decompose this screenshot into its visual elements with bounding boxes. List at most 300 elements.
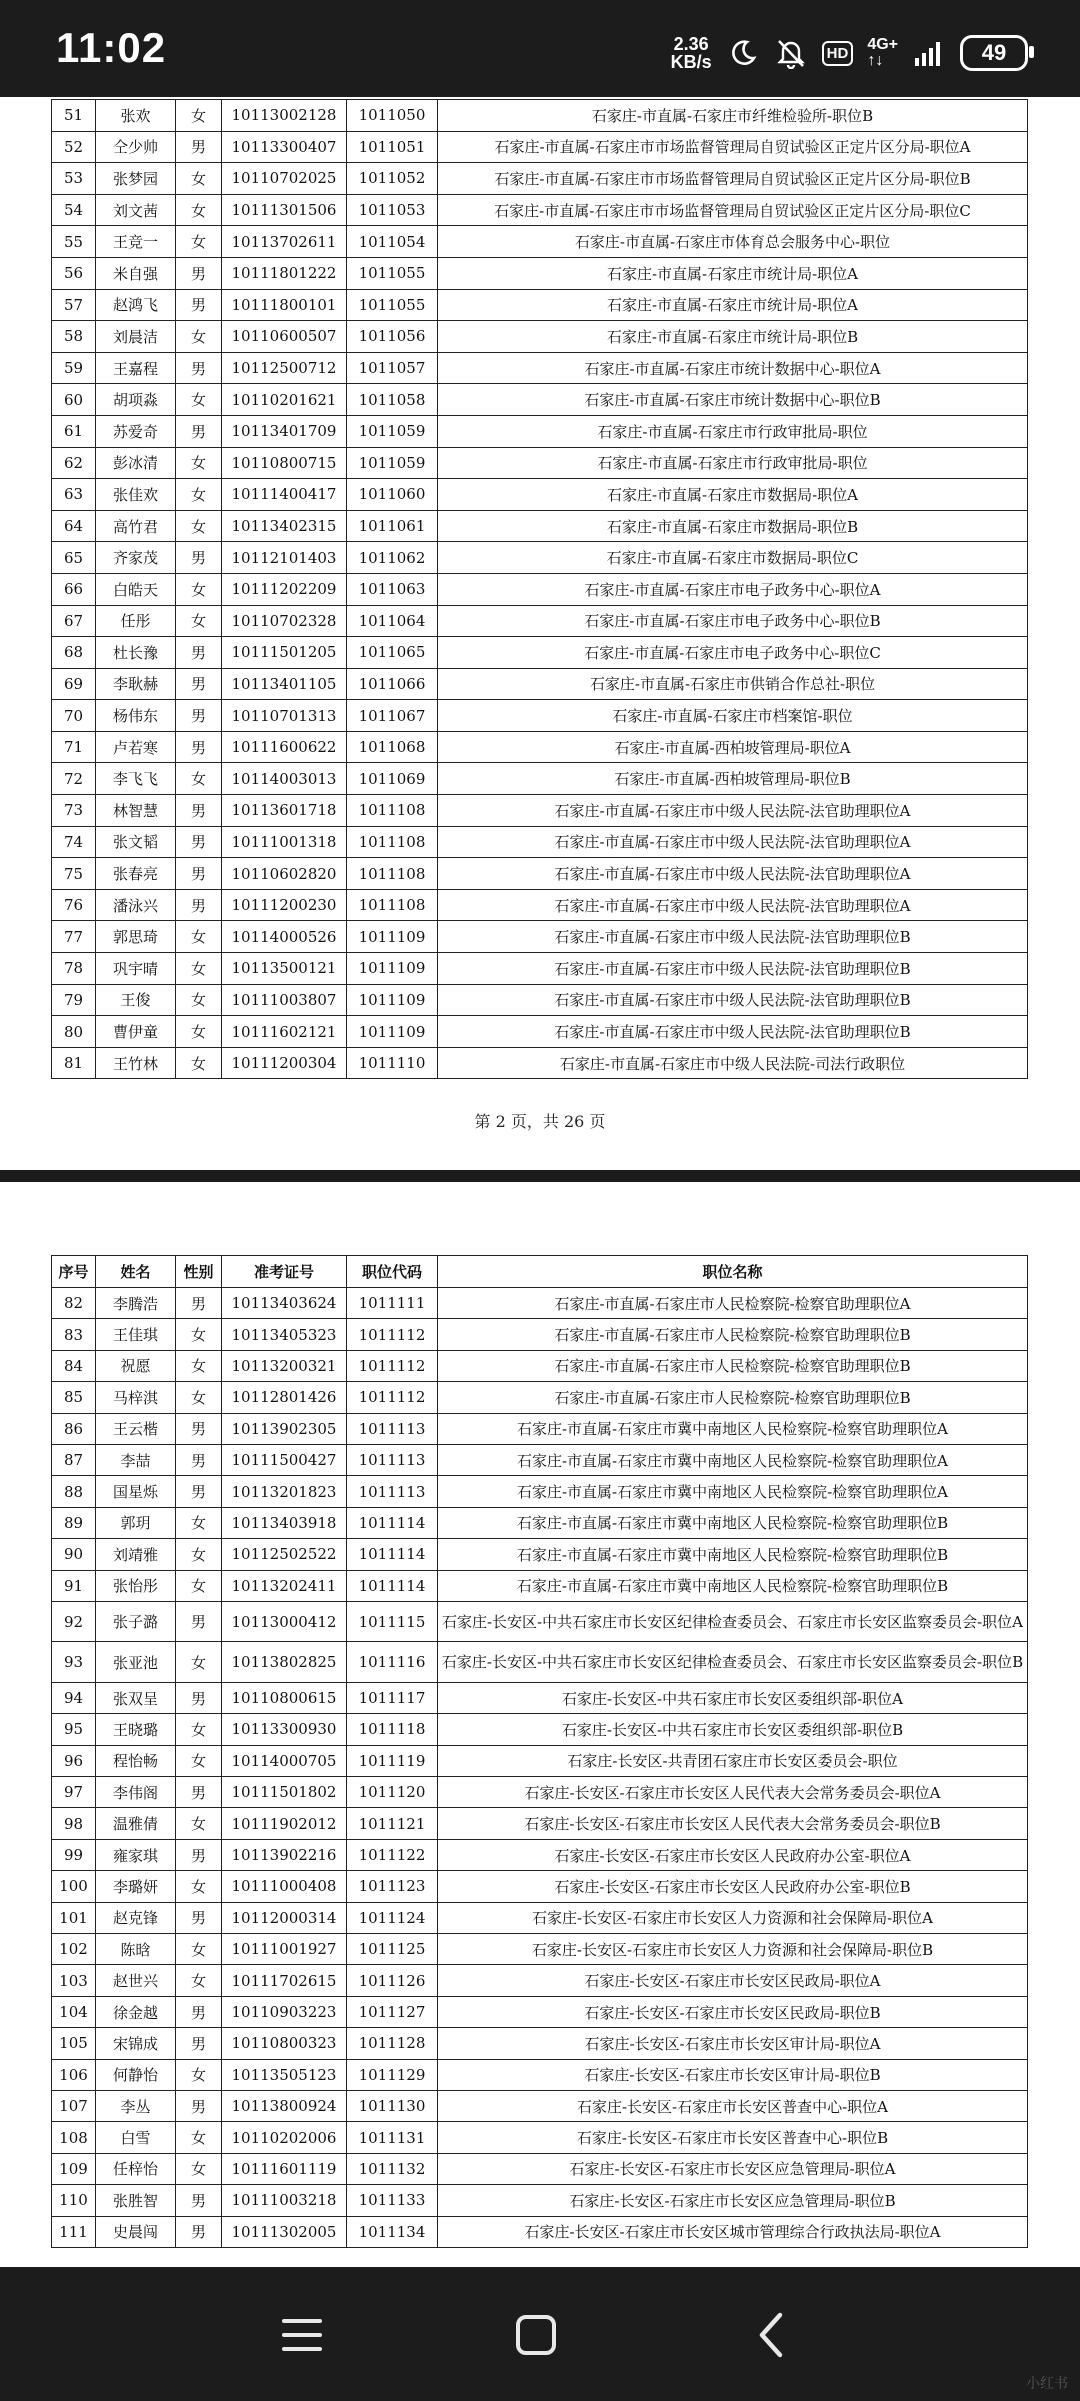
cell-gender: 女 xyxy=(176,1350,222,1381)
cell-name: 仝少帅 xyxy=(96,131,176,163)
cell-gender: 男 xyxy=(176,1476,222,1507)
table-row xyxy=(52,1016,1028,1048)
table-row xyxy=(52,1642,1028,1683)
cell-index: 82 xyxy=(52,1288,96,1319)
cell-index: 76 xyxy=(52,889,96,921)
cell-name: 郭玥 xyxy=(96,1507,176,1538)
cell-name: 苏爱奇 xyxy=(96,415,176,447)
cell-exam-id: 10110800323 xyxy=(222,2028,347,2059)
cell-index: 62 xyxy=(52,447,96,479)
cell-position-code: 1011069 xyxy=(347,763,438,795)
cell-gender: 女 xyxy=(176,2122,222,2153)
cell-name: 张春亮 xyxy=(96,858,176,890)
cell-gender: 女 xyxy=(176,1808,222,1839)
cell-index: 51 xyxy=(52,100,96,132)
cell-position-name: 石家庄-长安区-石家庄市长安区审计局-职位A xyxy=(438,2028,1028,2059)
table-row xyxy=(52,1382,1028,1413)
cell-exam-id: 10111800101 xyxy=(222,289,347,321)
cell-gender: 男 xyxy=(176,637,222,669)
cell-position-name: 石家庄-长安区-石家庄市长安区人力资源和社会保障局-职位A xyxy=(438,1902,1028,1933)
cell-name: 刘靖雅 xyxy=(96,1539,176,1570)
header-position-code: 职位代码 xyxy=(347,1256,438,1288)
cell-index: 93 xyxy=(52,1642,96,1683)
cell-name: 任彤 xyxy=(96,605,176,637)
cell-position-code: 1011133 xyxy=(347,2185,438,2216)
cell-gender: 男 xyxy=(176,1839,222,1870)
cell-position-name: 石家庄-长安区-中共石家庄市长安区委组织部-职位A xyxy=(438,1682,1028,1713)
cell-gender: 男 xyxy=(176,289,222,321)
cell-index: 55 xyxy=(52,226,96,258)
cell-index: 67 xyxy=(52,605,96,637)
cell-name: 张双呈 xyxy=(96,1682,176,1713)
cell-exam-id: 10113601718 xyxy=(222,795,347,827)
cell-gender: 男 xyxy=(176,889,222,921)
cell-position-name: 石家庄-长安区-中共石家庄市长安区纪律检查委员会、石家庄市长安区监察委员会-职位A xyxy=(438,1601,1028,1642)
cell-position-code: 1011068 xyxy=(347,731,438,763)
cell-position-name: 石家庄-市直属-石家庄市冀中南地区人民检察院-检察官助理职位B xyxy=(438,1570,1028,1601)
cell-position-code: 1011056 xyxy=(347,321,438,353)
table-header-row xyxy=(52,1256,1028,1288)
cell-gender: 男 xyxy=(176,668,222,700)
cell-name: 赵克锋 xyxy=(96,1902,176,1933)
cell-gender: 男 xyxy=(176,1444,222,1475)
cell-index: 95 xyxy=(52,1714,96,1745)
cell-name: 高竹君 xyxy=(96,510,176,542)
cell-position-name: 石家庄-市直属-石家庄市中级人民法院-法官助理职位B xyxy=(438,953,1028,985)
cell-gender: 男 xyxy=(176,795,222,827)
cell-position-code: 1011050 xyxy=(347,100,438,132)
cell-index: 77 xyxy=(52,921,96,953)
table-row xyxy=(52,1902,1028,1933)
cell-index: 57 xyxy=(52,289,96,321)
cell-name: 王佳琪 xyxy=(96,1319,176,1350)
cell-index: 106 xyxy=(52,2059,96,2090)
cell-position-name: 石家庄-市直属-石家庄市电子政务中心-职位B xyxy=(438,605,1028,637)
cell-name: 李飞飞 xyxy=(96,763,176,795)
cell-name: 白皓天 xyxy=(96,573,176,605)
cell-position-name: 石家庄-市直属-石家庄市中级人民法院-法官助理职位A xyxy=(438,889,1028,921)
cell-position-code: 1011067 xyxy=(347,700,438,732)
network-type xyxy=(867,37,898,69)
cell-name: 王嘉程 xyxy=(96,352,176,384)
cell-position-code: 1011110 xyxy=(347,1047,438,1079)
mute-bell-icon xyxy=(774,36,808,70)
cell-exam-id: 10110702025 xyxy=(222,163,347,195)
cell-position-code: 1011109 xyxy=(347,953,438,985)
cell-position-code: 1011062 xyxy=(347,542,438,574)
cell-position-code: 1011124 xyxy=(347,1902,438,1933)
cell-exam-id: 10110702328 xyxy=(222,605,347,637)
cell-name: 李伟阁 xyxy=(96,1777,176,1808)
cell-position-name: 石家庄-市直属-石家庄市冀中南地区人民检察院-检察官助理职位A xyxy=(438,1476,1028,1507)
cell-position-name: 石家庄-市直属-石家庄市纤维检验所-职位B xyxy=(438,100,1028,132)
cell-exam-id: 10113405323 xyxy=(222,1319,347,1350)
cell-position-code: 1011065 xyxy=(347,637,438,669)
cell-position-code: 1011060 xyxy=(347,479,438,511)
cell-name: 彭冰清 xyxy=(96,447,176,479)
cell-gender: 女 xyxy=(176,1871,222,1902)
cell-position-code: 1011125 xyxy=(347,1934,438,1965)
cell-position-name: 石家庄-市直属-石家庄市冀中南地区人民检察院-检察官助理职位A xyxy=(438,1444,1028,1475)
page-gap xyxy=(0,1170,1080,1182)
signal-icon xyxy=(912,36,946,70)
cell-position-name: 石家庄-市直属-石家庄市中级人民法院-法官助理职位B xyxy=(438,984,1028,1016)
cell-position-name: 石家庄-市直属-石家庄市行政审批局-职位 xyxy=(438,447,1028,479)
cell-position-name: 石家庄-市直属-石家庄市统计局-职位A xyxy=(438,257,1028,289)
cell-position-name: 石家庄-长安区-石家庄市长安区普查中心-职位B xyxy=(438,2122,1028,2153)
header-position-name: 职位名称 xyxy=(438,1256,1028,1288)
table-row xyxy=(52,668,1028,700)
cell-position-name: 石家庄-市直属-石家庄市中级人民法院-法官助理职位A xyxy=(438,795,1028,827)
cell-gender: 男 xyxy=(176,1601,222,1642)
cell-name: 祝愿 xyxy=(96,1350,176,1381)
cell-position-name: 石家庄-市直属-石家庄市数据局-职位A xyxy=(438,479,1028,511)
cell-gender: 女 xyxy=(176,163,222,195)
cell-position-code: 1011122 xyxy=(347,1839,438,1870)
cell-position-code: 1011051 xyxy=(347,131,438,163)
cell-exam-id: 10113300930 xyxy=(222,1714,347,1745)
cell-name: 齐家茂 xyxy=(96,542,176,574)
cell-position-code: 1011063 xyxy=(347,573,438,605)
cell-exam-id: 10112000314 xyxy=(222,1902,347,1933)
cell-index: 100 xyxy=(52,1871,96,1902)
cell-gender: 女 xyxy=(176,1016,222,1048)
cell-name: 张佳欢 xyxy=(96,479,176,511)
cell-index: 110 xyxy=(52,2185,96,2216)
cell-position-code: 1011054 xyxy=(347,226,438,258)
cell-exam-id: 10112500712 xyxy=(222,352,347,384)
cell-gender: 女 xyxy=(176,321,222,353)
cell-position-name: 石家庄-市直属-西柏坡管理局-职位A xyxy=(438,731,1028,763)
cell-name: 王竹林 xyxy=(96,1047,176,1079)
cell-position-code: 1011113 xyxy=(347,1476,438,1507)
status-icons xyxy=(671,30,1028,76)
cell-position-code: 1011109 xyxy=(347,921,438,953)
cell-exam-id: 10113902305 xyxy=(222,1413,347,1444)
battery-indicator: 49 xyxy=(960,35,1028,71)
table-row xyxy=(52,1839,1028,1870)
status-bar xyxy=(0,0,1080,97)
cell-exam-id: 10113402315 xyxy=(222,510,347,542)
cell-position-name: 石家庄-市直属-石家庄市统计局-职位A xyxy=(438,289,1028,321)
cell-position-name: 石家庄-长安区-石家庄市长安区人民代表大会常务委员会-职位B xyxy=(438,1808,1028,1839)
cell-exam-id: 10113505123 xyxy=(222,2059,347,2090)
cell-gender: 女 xyxy=(176,100,222,132)
table-row xyxy=(52,2090,1028,2121)
cell-name: 雍家琪 xyxy=(96,1839,176,1870)
cell-index: 64 xyxy=(52,510,96,542)
table-row xyxy=(52,1965,1028,1996)
cell-gender: 女 xyxy=(176,573,222,605)
cell-gender: 男 xyxy=(176,2090,222,2121)
cell-position-name: 石家庄-市直属-石家庄市电子政务中心-职位C xyxy=(438,637,1028,669)
cell-position-name: 石家庄-长安区-中共石家庄市长安区委组织部-职位B xyxy=(438,1714,1028,1745)
cell-gender: 女 xyxy=(176,1507,222,1538)
cell-name: 李喆 xyxy=(96,1444,176,1475)
cell-gender: 女 xyxy=(176,1382,222,1413)
cell-position-name: 石家庄-长安区-石家庄市长安区人民代表大会常务委员会-职位A xyxy=(438,1777,1028,1808)
cell-name: 温雅倩 xyxy=(96,1808,176,1839)
cell-exam-id: 10110800715 xyxy=(222,447,347,479)
candidate-table-2 xyxy=(51,1255,1028,2248)
network-type-label: 4G+ xyxy=(867,36,898,53)
cell-position-name: 石家庄-长安区-石家庄市长安区民政局-职位A xyxy=(438,1965,1028,1996)
cell-position-code: 1011111 xyxy=(347,1288,438,1319)
cell-name: 任梓怡 xyxy=(96,2153,176,2184)
table-row xyxy=(52,2216,1028,2247)
cell-exam-id: 10113902216 xyxy=(222,1839,347,1870)
cell-position-code: 1011055 xyxy=(347,289,438,321)
cell-position-name: 石家庄-市直属-石家庄市中级人民法院-法官助理职位A xyxy=(438,858,1028,890)
cell-position-code: 1011130 xyxy=(347,2090,438,2121)
cell-position-name: 石家庄-市直属-石家庄市数据局-职位B xyxy=(438,510,1028,542)
cell-exam-id: 10113201823 xyxy=(222,1476,347,1507)
cell-exam-id: 10111500427 xyxy=(222,1444,347,1475)
cell-index: 111 xyxy=(52,2216,96,2247)
cell-gender: 女 xyxy=(176,447,222,479)
table-row xyxy=(52,953,1028,985)
header-exam-id: 准考证号 xyxy=(222,1256,347,1288)
cell-index: 56 xyxy=(52,257,96,289)
cell-index: 108 xyxy=(52,2122,96,2153)
cell-name: 赵世兴 xyxy=(96,1965,176,1996)
cell-index: 92 xyxy=(52,1601,96,1642)
cell-position-code: 1011066 xyxy=(347,668,438,700)
table-row xyxy=(52,700,1028,732)
table-row xyxy=(52,889,1028,921)
cell-exam-id: 10113500121 xyxy=(222,953,347,985)
cell-position-name: 石家庄-长安区-石家庄市长安区应急管理局-职位B xyxy=(438,2185,1028,2216)
cell-gender: 男 xyxy=(176,1777,222,1808)
cell-gender: 女 xyxy=(176,226,222,258)
cell-position-code: 1011114 xyxy=(347,1507,438,1538)
cell-gender: 男 xyxy=(176,731,222,763)
cell-position-code: 1011053 xyxy=(347,194,438,226)
cell-position-code: 1011108 xyxy=(347,889,438,921)
cell-gender: 男 xyxy=(176,542,222,574)
cell-index: 83 xyxy=(52,1319,96,1350)
table-row xyxy=(52,194,1028,226)
cell-index: 86 xyxy=(52,1413,96,1444)
header-name: 姓名 xyxy=(96,1256,176,1288)
cell-index: 59 xyxy=(52,352,96,384)
table-row xyxy=(52,637,1028,669)
cell-position-name: 石家庄-市直属-石家庄市人民检察院-检察官助理职位B xyxy=(438,1382,1028,1413)
cell-position-code: 1011132 xyxy=(347,2153,438,2184)
cell-index: 60 xyxy=(52,384,96,416)
cell-exam-id: 10112502522 xyxy=(222,1539,347,1570)
cell-position-name: 石家庄-长安区-石家庄市长安区人民政府办公室-职位A xyxy=(438,1839,1028,1870)
cell-name: 王俊 xyxy=(96,984,176,1016)
cell-position-name: 石家庄-市直属-石家庄市冀中南地区人民检察院-检察官助理职位A xyxy=(438,1413,1028,1444)
cell-position-code: 1011108 xyxy=(347,858,438,890)
cell-exam-id: 10110600507 xyxy=(222,321,347,353)
cell-position-name: 石家庄-市直属-石家庄市统计数据中心-职位B xyxy=(438,384,1028,416)
menu-icon[interactable] xyxy=(272,2305,332,2365)
cell-exam-id: 10114003013 xyxy=(222,763,347,795)
table-row xyxy=(52,1444,1028,1475)
cell-exam-id: 10110800615 xyxy=(222,1682,347,1713)
cell-gender: 男 xyxy=(176,131,222,163)
cell-name: 王竞一 xyxy=(96,226,176,258)
table-row xyxy=(52,1996,1028,2027)
back-chevron-icon[interactable] xyxy=(742,2305,802,2365)
table-row xyxy=(52,1350,1028,1381)
cell-name: 王晓璐 xyxy=(96,1714,176,1745)
cell-gender: 男 xyxy=(176,1996,222,2027)
cell-index: 98 xyxy=(52,1808,96,1839)
cell-position-code: 1011109 xyxy=(347,1016,438,1048)
cell-position-code: 1011127 xyxy=(347,1996,438,2027)
cell-gender: 女 xyxy=(176,1642,222,1683)
cell-position-code: 1011059 xyxy=(347,415,438,447)
cell-name: 刘文茜 xyxy=(96,194,176,226)
cell-index: 73 xyxy=(52,795,96,827)
cell-exam-id: 10114000705 xyxy=(222,1745,347,1776)
cell-position-name: 石家庄-长安区-石家庄市长安区应急管理局-职位A xyxy=(438,2153,1028,2184)
clock: 11:02 xyxy=(56,24,167,71)
cell-index: 65 xyxy=(52,542,96,574)
cell-index: 99 xyxy=(52,1839,96,1870)
cell-index: 89 xyxy=(52,1507,96,1538)
cell-position-name: 石家庄-长安区-石家庄市长安区城市管理综合行政执法局-职位A xyxy=(438,2216,1028,2247)
cell-gender: 女 xyxy=(176,1539,222,1570)
cell-index: 96 xyxy=(52,1745,96,1776)
cell-position-code: 1011114 xyxy=(347,1570,438,1601)
cell-position-code: 1011059 xyxy=(347,447,438,479)
cell-position-code: 1011064 xyxy=(347,605,438,637)
cell-exam-id: 10113403918 xyxy=(222,1507,347,1538)
cell-index: 70 xyxy=(52,700,96,732)
table-row xyxy=(52,921,1028,953)
cell-gender: 女 xyxy=(176,194,222,226)
cell-exam-id: 10111600622 xyxy=(222,731,347,763)
cell-position-code: 1011118 xyxy=(347,1714,438,1745)
cell-name: 国星烁 xyxy=(96,1476,176,1507)
cell-name: 张梦园 xyxy=(96,163,176,195)
cell-name: 张子潞 xyxy=(96,1601,176,1642)
cell-exam-id: 10111602121 xyxy=(222,1016,347,1048)
cell-gender: 男 xyxy=(176,1682,222,1713)
cell-index: 105 xyxy=(52,2028,96,2059)
moon-icon xyxy=(726,36,760,70)
cell-position-name: 石家庄-市直属-石家庄市行政审批局-职位 xyxy=(438,415,1028,447)
table-row xyxy=(52,1507,1028,1538)
cell-exam-id: 10113002128 xyxy=(222,100,347,132)
candidate-table-1 xyxy=(51,99,1028,1079)
table-row xyxy=(52,605,1028,637)
cell-position-name: 石家庄-市直属-石家庄市供销合作总社-职位 xyxy=(438,668,1028,700)
cell-position-code: 1011113 xyxy=(347,1413,438,1444)
cell-name: 张欢 xyxy=(96,100,176,132)
cell-name: 郭思琦 xyxy=(96,921,176,953)
cell-position-name: 石家庄-市直属-石家庄市人民检察院-检察官助理职位A xyxy=(438,1288,1028,1319)
cell-exam-id: 10111902012 xyxy=(222,1808,347,1839)
cell-position-name: 石家庄-市直属-石家庄市冀中南地区人民检察院-检察官助理职位B xyxy=(438,1507,1028,1538)
cell-position-name: 石家庄-市直属-石家庄市中级人民法院-法官助理职位B xyxy=(438,921,1028,953)
table-row xyxy=(52,257,1028,289)
cell-gender: 女 xyxy=(176,921,222,953)
home-square-icon[interactable] xyxy=(506,2305,566,2365)
cell-exam-id: 10113200321 xyxy=(222,1350,347,1381)
cell-gender: 女 xyxy=(176,1570,222,1601)
cell-position-name: 石家庄-长安区-中共石家庄市长安区纪律检查委员会、石家庄市长安区监察委员会-职位B xyxy=(438,1642,1028,1683)
cell-index: 109 xyxy=(52,2153,96,2184)
cell-gender: 女 xyxy=(176,2153,222,2184)
cell-position-code: 1011126 xyxy=(347,1965,438,1996)
cell-position-name: 石家庄-市直属-石家庄市统计数据中心-职位A xyxy=(438,352,1028,384)
cell-exam-id: 10111200230 xyxy=(222,889,347,921)
cell-name: 杜长豫 xyxy=(96,637,176,669)
table-row xyxy=(52,447,1028,479)
cell-position-code: 1011061 xyxy=(347,510,438,542)
cell-position-code: 1011108 xyxy=(347,795,438,827)
cell-index: 66 xyxy=(52,573,96,605)
cell-name: 张胜智 xyxy=(96,2185,176,2216)
table-row xyxy=(52,858,1028,890)
cell-gender: 男 xyxy=(176,257,222,289)
cell-exam-id: 10111801222 xyxy=(222,257,347,289)
cell-exam-id: 10111301506 xyxy=(222,194,347,226)
cell-position-code: 1011128 xyxy=(347,2028,438,2059)
cell-exam-id: 10113702611 xyxy=(222,226,347,258)
cell-position-name: 石家庄-市直属-石家庄市市场监督管理局自贸试验区正定片区分局-职位C xyxy=(438,194,1028,226)
table-row xyxy=(52,1570,1028,1601)
cell-gender: 女 xyxy=(176,1745,222,1776)
table-row xyxy=(52,479,1028,511)
cell-gender: 女 xyxy=(176,1965,222,1996)
table-row xyxy=(52,1413,1028,1444)
cell-position-code: 1011119 xyxy=(347,1745,438,1776)
cell-name: 曹伊童 xyxy=(96,1016,176,1048)
hd-badge: HD xyxy=(822,41,854,66)
cell-position-name: 石家庄-长安区-石家庄市长安区民政局-职位B xyxy=(438,1996,1028,2027)
cell-gender: 男 xyxy=(176,1902,222,1933)
cell-gender: 男 xyxy=(176,1413,222,1444)
table-row xyxy=(52,2153,1028,2184)
cell-gender: 女 xyxy=(176,1047,222,1079)
table-row xyxy=(52,163,1028,195)
cell-exam-id: 10113401105 xyxy=(222,668,347,700)
cell-exam-id: 10113000412 xyxy=(222,1601,347,1642)
table-row xyxy=(52,2059,1028,2090)
cell-name: 林智慧 xyxy=(96,795,176,827)
cell-position-code: 1011109 xyxy=(347,984,438,1016)
cell-gender: 男 xyxy=(176,1288,222,1319)
cell-name: 米自强 xyxy=(96,257,176,289)
cell-position-name: 石家庄-市直属-石家庄市冀中南地区人民检察院-检察官助理职位B xyxy=(438,1539,1028,1570)
cell-gender: 女 xyxy=(176,984,222,1016)
cell-position-code: 1011108 xyxy=(347,826,438,858)
cell-index: 94 xyxy=(52,1682,96,1713)
cell-position-code: 1011129 xyxy=(347,2059,438,2090)
cell-exam-id: 10111202209 xyxy=(222,573,347,605)
table-row xyxy=(52,2122,1028,2153)
cell-index: 97 xyxy=(52,1777,96,1808)
cell-name: 胡项淼 xyxy=(96,384,176,416)
cell-position-name: 石家庄-市直属-石家庄市中级人民法院-法官助理职位B xyxy=(438,1016,1028,1048)
cell-name: 张文韬 xyxy=(96,826,176,858)
document-page-2 xyxy=(0,1182,1080,2267)
cell-index: 68 xyxy=(52,637,96,669)
cell-gender: 女 xyxy=(176,605,222,637)
cell-exam-id: 10110201621 xyxy=(222,384,347,416)
cell-name: 王云楷 xyxy=(96,1413,176,1444)
cell-position-code: 1011131 xyxy=(347,2122,438,2153)
cell-index: 69 xyxy=(52,668,96,700)
cell-index: 87 xyxy=(52,1444,96,1475)
cell-exam-id: 10111400417 xyxy=(222,479,347,511)
